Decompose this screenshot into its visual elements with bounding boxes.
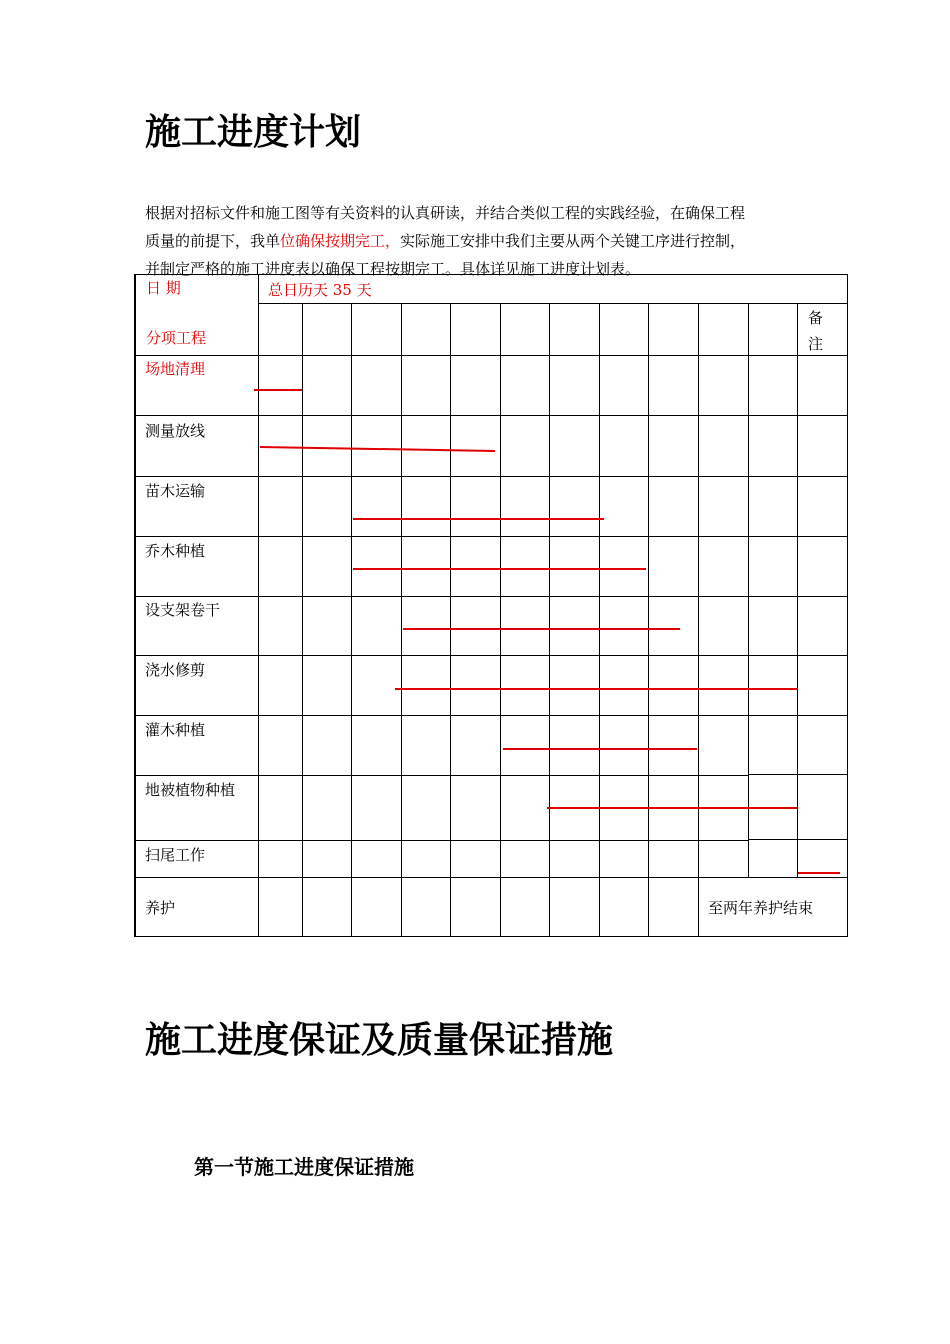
subsection-title: 第一节施工进度保证措施 — [194, 1155, 414, 1179]
header-date: 日 期 — [146, 279, 181, 297]
intro-line-2-red: 位确保按期完工， — [280, 232, 401, 250]
row-label-groundcover-planting: 地被植物种植 — [145, 781, 236, 799]
row-label-tree-planting: 乔木种植 — [145, 542, 206, 560]
page-title: 施工进度计划 — [145, 112, 362, 153]
row-label-watering-pruning: 浇水修剪 — [145, 661, 206, 679]
intro-line-2-b: 实际施工安排中我们主要从两个关键工序进行控制， — [400, 232, 746, 250]
intro-line-3: 并制定严格的施工进度表以确保工程按期完工。具体详见施工进度计划表。 — [145, 260, 641, 278]
row-label-shrub-planting: 灌木种植 — [145, 721, 206, 739]
header-note-2: 注 — [808, 335, 824, 353]
bar-surveying — [260, 447, 495, 451]
header-item: 分项工程 — [146, 329, 207, 347]
row-label-site-clearing: 场地清理 — [145, 360, 206, 378]
row-label-support-wrapping: 设支架卷干 — [145, 601, 221, 619]
row-label-finishing-work: 扫尾工作 — [145, 846, 206, 864]
intro-line-2-a: 质量的前提下，我单 — [145, 232, 281, 250]
row-label-maintenance: 养护 — [145, 899, 176, 917]
table-border — [136, 275, 848, 937]
row-label-surveying: 测量放线 — [145, 422, 206, 440]
intro-line-1: 根据对招标文件和施工图等有关资料的认真研读，并结合类似工程的实践经验，在确保工程 — [145, 204, 746, 222]
table-grid — [135, 274, 848, 937]
progress-bars — [254, 390, 840, 873]
header-total-days: 总日历天 35 天 — [268, 281, 372, 299]
row-label-seedling-transport: 苗木运输 — [145, 482, 206, 500]
section-title: 施工进度保证及质量保证措施 — [145, 1020, 614, 1061]
header-note-1: 备 — [808, 309, 824, 327]
maintenance-note: 至两年养护结束 — [708, 899, 814, 917]
